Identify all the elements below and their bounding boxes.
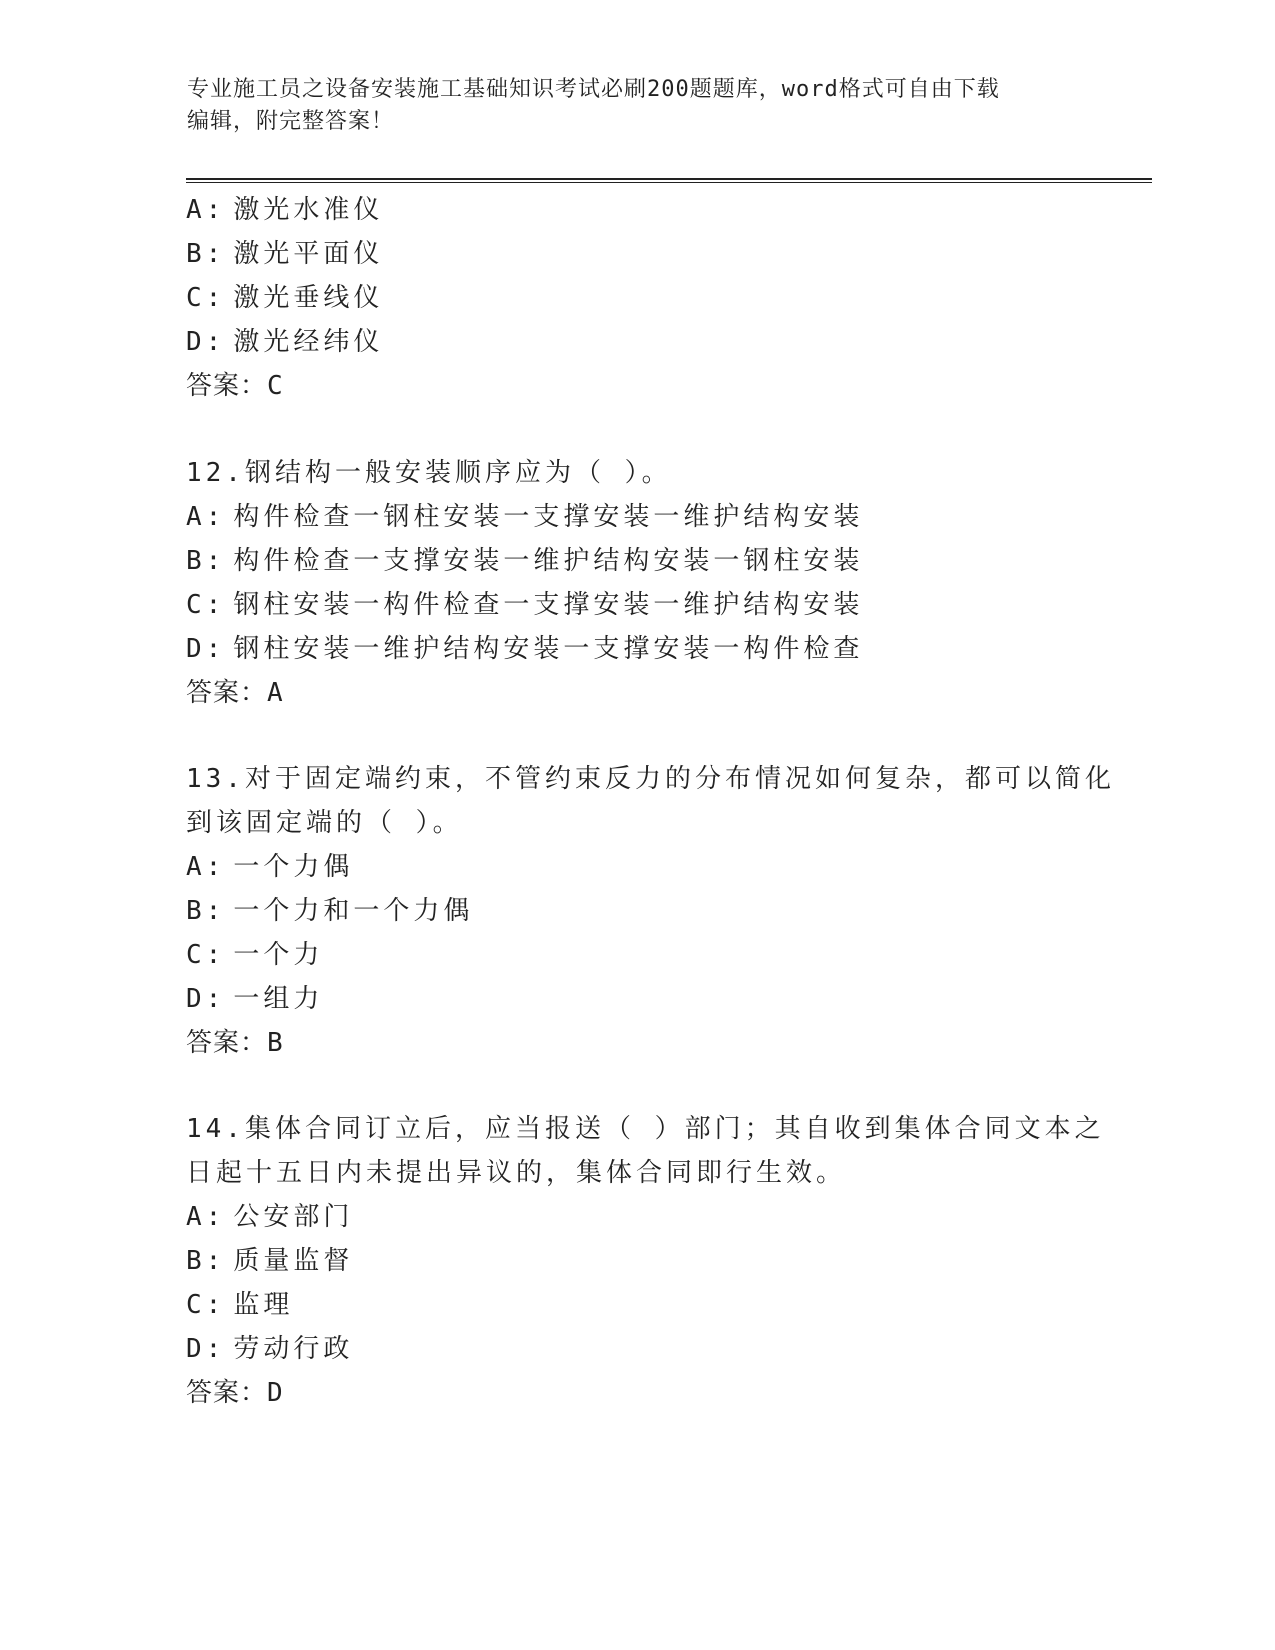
option-key: B: — [186, 1246, 226, 1276]
q11-option-c — [186, 281, 383, 315]
header-title-line-1: 专业施工员之设备安装施工基础知识考试必刷200题题库，word格式可自由下载 — [187, 77, 1000, 102]
option-text: 激光水准仪 — [233, 195, 384, 225]
q14-stem-line-2: 日起十五日内未提出异议的，集体合同即行生效。 — [186, 1158, 847, 1188]
q12-answer: 答案：A — [186, 678, 284, 708]
q14-option-a — [186, 1200, 353, 1234]
option-text: 构件检查一钢柱安装一支撑安装一维护结构安装 — [233, 502, 864, 532]
option-key: A: — [186, 852, 226, 882]
option-key: C: — [186, 940, 226, 970]
option-key: C: — [186, 283, 226, 313]
option-text: 劳动行政 — [233, 1334, 354, 1364]
q11-answer: 答案：C — [186, 371, 284, 401]
option-key: A: — [186, 1202, 226, 1232]
option-text: 激光平面仪 — [233, 239, 384, 269]
header-divider — [186, 178, 1152, 183]
q12-option-b — [186, 544, 863, 578]
q13-option-b — [186, 894, 473, 928]
q14-answer: 答案：D — [186, 1378, 284, 1408]
q14-option-c — [186, 1288, 293, 1322]
q14-option-d — [186, 1332, 353, 1366]
option-text: 一组力 — [233, 984, 324, 1014]
option-key: B: — [186, 546, 226, 576]
option-text: 构件检查一支撑安装一维护结构安装一钢柱安装 — [233, 546, 864, 576]
option-text: 激光经纬仪 — [233, 327, 384, 357]
option-text: 一个力和一个力偶 — [233, 896, 474, 926]
q13-option-a — [186, 850, 353, 884]
option-key: D: — [186, 1334, 226, 1364]
option-key: A: — [186, 195, 226, 225]
option-text: 钢柱安装一维护结构安装一支撑安装一构件检查 — [233, 634, 864, 664]
q11-option-d — [186, 325, 383, 359]
option-text: 激光垂线仪 — [233, 283, 384, 313]
q12-option-c — [186, 588, 863, 622]
q13-option-d — [186, 982, 323, 1016]
q11-option-b — [186, 237, 383, 271]
option-text: 质量监督 — [233, 1246, 354, 1276]
option-text: 公安部门 — [233, 1202, 354, 1232]
q13-stem-line-2: 到该固定端的（ ）。 — [186, 808, 463, 838]
header-title-line-2: 编辑，附完整答案！ — [187, 109, 395, 134]
q13-option-c — [186, 938, 323, 972]
q14-stem-line-1: 14.集体合同订立后，应当报送（ ）部门；其自收到集体合同文本之 — [186, 1114, 1105, 1144]
option-text: 一个力偶 — [233, 852, 354, 882]
document-header — [187, 74, 1067, 138]
option-key: B: — [186, 896, 226, 926]
option-key: D: — [186, 327, 226, 357]
option-key: C: — [186, 590, 226, 620]
option-key: D: — [186, 634, 226, 664]
q12-option-a — [186, 500, 863, 534]
option-text: 监理 — [233, 1290, 294, 1320]
option-text: 钢柱安装一构件检查一支撑安装一维护结构安装 — [233, 590, 864, 620]
q12-option-d — [186, 632, 863, 666]
option-key: D: — [186, 984, 226, 1014]
option-key: C: — [186, 1290, 226, 1320]
q11-option-a — [186, 193, 383, 227]
q13-answer: 答案：B — [186, 1028, 284, 1058]
option-key: A: — [186, 502, 226, 532]
q12-stem: 12.钢结构一般安装顺序应为（ ）。 — [186, 458, 672, 488]
option-text: 一个力 — [233, 940, 324, 970]
q14-option-b — [186, 1244, 353, 1278]
q13-stem-line-1: 13.对于固定端约束，不管约束反力的分布情况如何复杂，都可以简化 — [186, 764, 1115, 794]
option-key: B: — [186, 239, 226, 269]
